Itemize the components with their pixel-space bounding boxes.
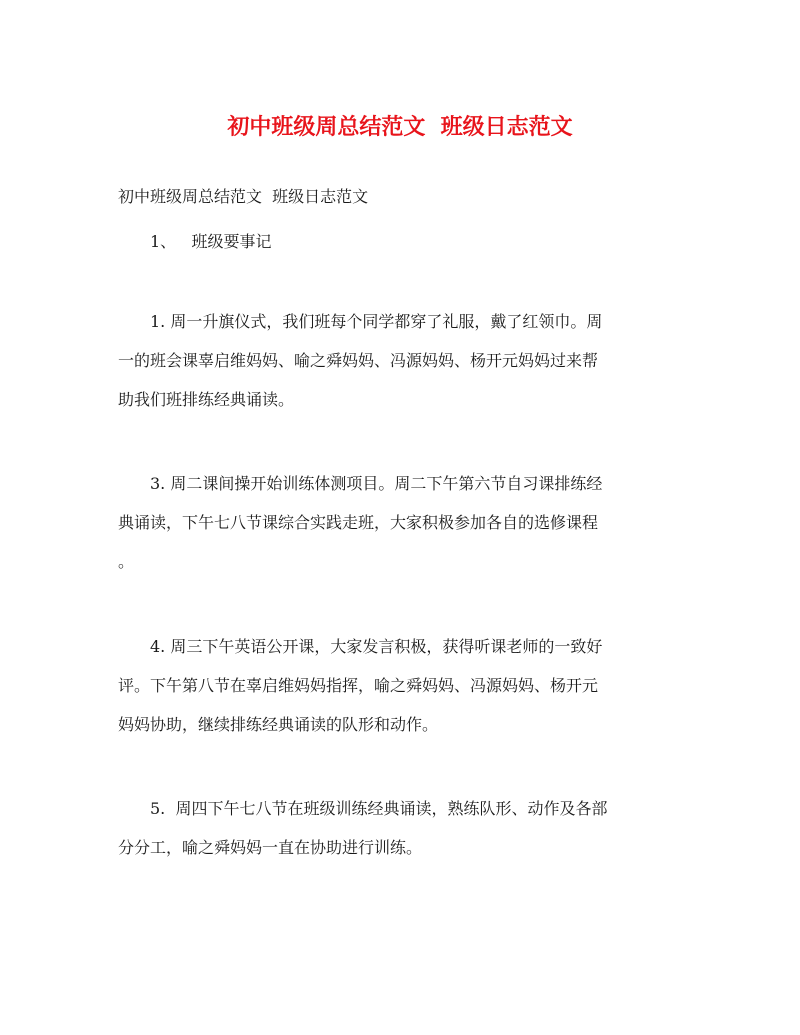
- paragraph-line: 典诵读，下午七八节课综合实践走班，大家积极参加各自的选修课程: [118, 513, 599, 532]
- paragraph-line: 4. 周三下午英语公开课，大家发言积极，获得听课老师的一致好: [150, 637, 603, 656]
- paragraph-wednesday: [118, 627, 688, 744]
- paragraph-line: 助我们班排练经典诵读。: [118, 390, 295, 409]
- section-heading: 1、 班级要事记: [150, 232, 272, 251]
- paragraph-line: 一的班会课辜启维妈妈、喻之舜妈妈、冯源妈妈、杨开元妈妈过来帮: [118, 351, 599, 370]
- paragraph-line: 5. 周四下午七八节在班级训练经典诵读，熟练队形、动作及各部: [150, 799, 608, 818]
- paragraph-line: 评。下午第八节在辜启维妈妈指挥，喻之舜妈妈、冯源妈妈、杨开元: [118, 676, 599, 695]
- paragraph-monday: [118, 302, 688, 419]
- document-subtitle: 初中班级周总结范文 班级日志范文: [118, 187, 369, 206]
- document-title: 初中班级周总结范文 班级日志范文: [227, 114, 573, 140]
- paragraph-thursday: [118, 789, 688, 867]
- paragraph-line: 妈妈协助，继续排练经典诵读的队形和动作。: [118, 715, 439, 734]
- paragraph-line: 1. 周一升旗仪式，我们班每个同学都穿了礼服，戴了红领巾。周: [150, 312, 603, 331]
- paragraph-tuesday: [118, 464, 688, 581]
- paragraph-line: 分分工，喻之舜妈妈一直在协助进行训练。: [118, 838, 423, 857]
- paragraph-line: 。: [118, 552, 135, 571]
- paragraph-line: 3. 周二课间操开始训练体测项目。周二下午第六节自习课排练经: [150, 474, 603, 493]
